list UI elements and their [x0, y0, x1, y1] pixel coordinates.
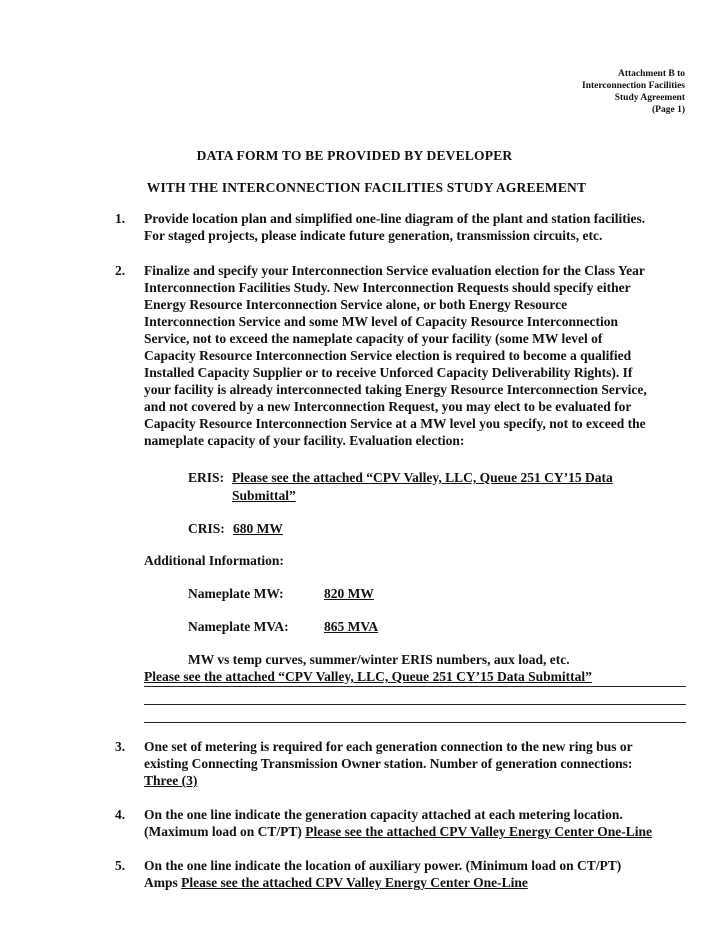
curves-text: MW vs temp curves, summer/winter ERIS numbers, aux load, etc. — [188, 652, 570, 667]
item-2-line: Installed Capacity Supplier or to receive Unforced Capacity Deliverability Rights). If — [144, 365, 633, 380]
nameplate-mw-label: Nameplate MW: — [188, 586, 284, 601]
document-title-line-1: DATA FORM TO BE PROVIDED BY DEVELOPER — [196, 148, 513, 163]
item-3 — [115, 738, 684, 789]
item-3-answer: Three (3) — [144, 773, 198, 788]
item-5-line-2-prefix: Amps — [144, 875, 182, 890]
item-4-line-2-prefix: (Maximum load on CT/PT) — [144, 824, 306, 839]
item-2 — [115, 262, 684, 449]
eris-label: ERIS: — [188, 470, 225, 485]
item-2-line: nameplate capacity of your facility. Evaluation election: — [144, 433, 465, 448]
item-2-line: Energy Resource Interconnection Service alone, or both Energy Resource — [144, 297, 568, 312]
attachment-header — [582, 68, 685, 116]
nameplate-mw-value: 820 MW — [324, 586, 374, 601]
eris-value-line-2: Submittal” — [232, 488, 296, 503]
item-1-line-1: Provide location plan and simplified one-line diagram of the plant and station facilities. — [144, 211, 646, 226]
curves-answer: Please see the attached “CPV Valley, LLC, Queue 251 CY’15 Data Submittal” — [144, 669, 592, 684]
blank-line-1 — [144, 686, 686, 687]
cris-value: 680 MW — [233, 521, 283, 536]
item-4-number: 4. — [115, 807, 126, 822]
item-2-line: Finalize and specify your Interconnection Service evaluation election for the Class Year — [144, 263, 645, 278]
attachment-line-3: Study Agreement — [614, 93, 685, 103]
item-4 — [115, 806, 684, 840]
attachment-line-4: (Page 1) — [652, 105, 685, 115]
attachment-line-2: Interconnection Facilities — [582, 81, 685, 91]
document-title-line-2: WITH THE INTERCONNECTION FACILITIES STUDY AGREEMENT — [146, 180, 587, 195]
item-2-line: Service, not to exceed the nameplate capacity of your facility (some MW level of — [144, 331, 603, 346]
item-3-number: 3. — [115, 739, 126, 754]
item-2-line: Capacity Resource Interconnection Service at a MW level you specify, not to exceed the — [144, 416, 646, 431]
item-5-line-1: On the one line indicate the location of auxiliary power. (Minimum load on CT/PT) — [144, 858, 622, 873]
nameplate-mva-value: 865 MVA — [324, 619, 379, 634]
item-2-line: your facility is already interconnected taking Energy Resource Interconnection Service, — [144, 382, 647, 397]
item-2-number: 2. — [115, 263, 126, 278]
item-2-line: Interconnection Facilities Study. New Interconnection Requests should specify either — [144, 280, 631, 295]
item-1-number: 1. — [115, 211, 126, 226]
attachment-line-1: Attachment B to — [617, 69, 685, 79]
item-1 — [115, 210, 684, 244]
item-3-line-1: One set of metering is required for each generation connection to the new ring bus or — [144, 739, 633, 754]
blank-line-2 — [144, 704, 686, 705]
cris-label: CRIS: — [188, 521, 225, 536]
item-2-line: Capacity Resource Interconnection Service election is required to become a qualified — [144, 348, 632, 363]
additional-info-heading: Additional Information: — [144, 553, 284, 568]
item-5 — [115, 857, 684, 891]
item-4-line-1: On the one line indicate the generation capacity attached at each metering location. — [144, 807, 623, 822]
nameplate-mva-label: Nameplate MVA: — [188, 619, 289, 634]
item-2-line: Interconnection Service and some MW level of Capacity Resource Interconnection — [144, 314, 619, 329]
item-2-line: and not covered by a new Interconnection Request, you may elect to be evaluated for — [144, 399, 632, 414]
blank-line-3 — [144, 722, 686, 723]
item-3-line-2: existing Connecting Transmission Owner station. Number of generation connections: — [144, 756, 633, 771]
item-1-line-2: For staged projects, please indicate future generation, transmission circuits, etc. — [144, 228, 603, 243]
eris-value-line-1: Please see the attached “CPV Valley, LLC, Queue 251 CY’15 Data — [232, 470, 613, 485]
item-5-number: 5. — [115, 858, 126, 873]
item-5-answer: Please see the attached CPV Valley Energy Center One-Line — [181, 875, 528, 890]
item-4-answer: Please see the attached CPV Valley Energy Center One-Line — [305, 824, 652, 839]
